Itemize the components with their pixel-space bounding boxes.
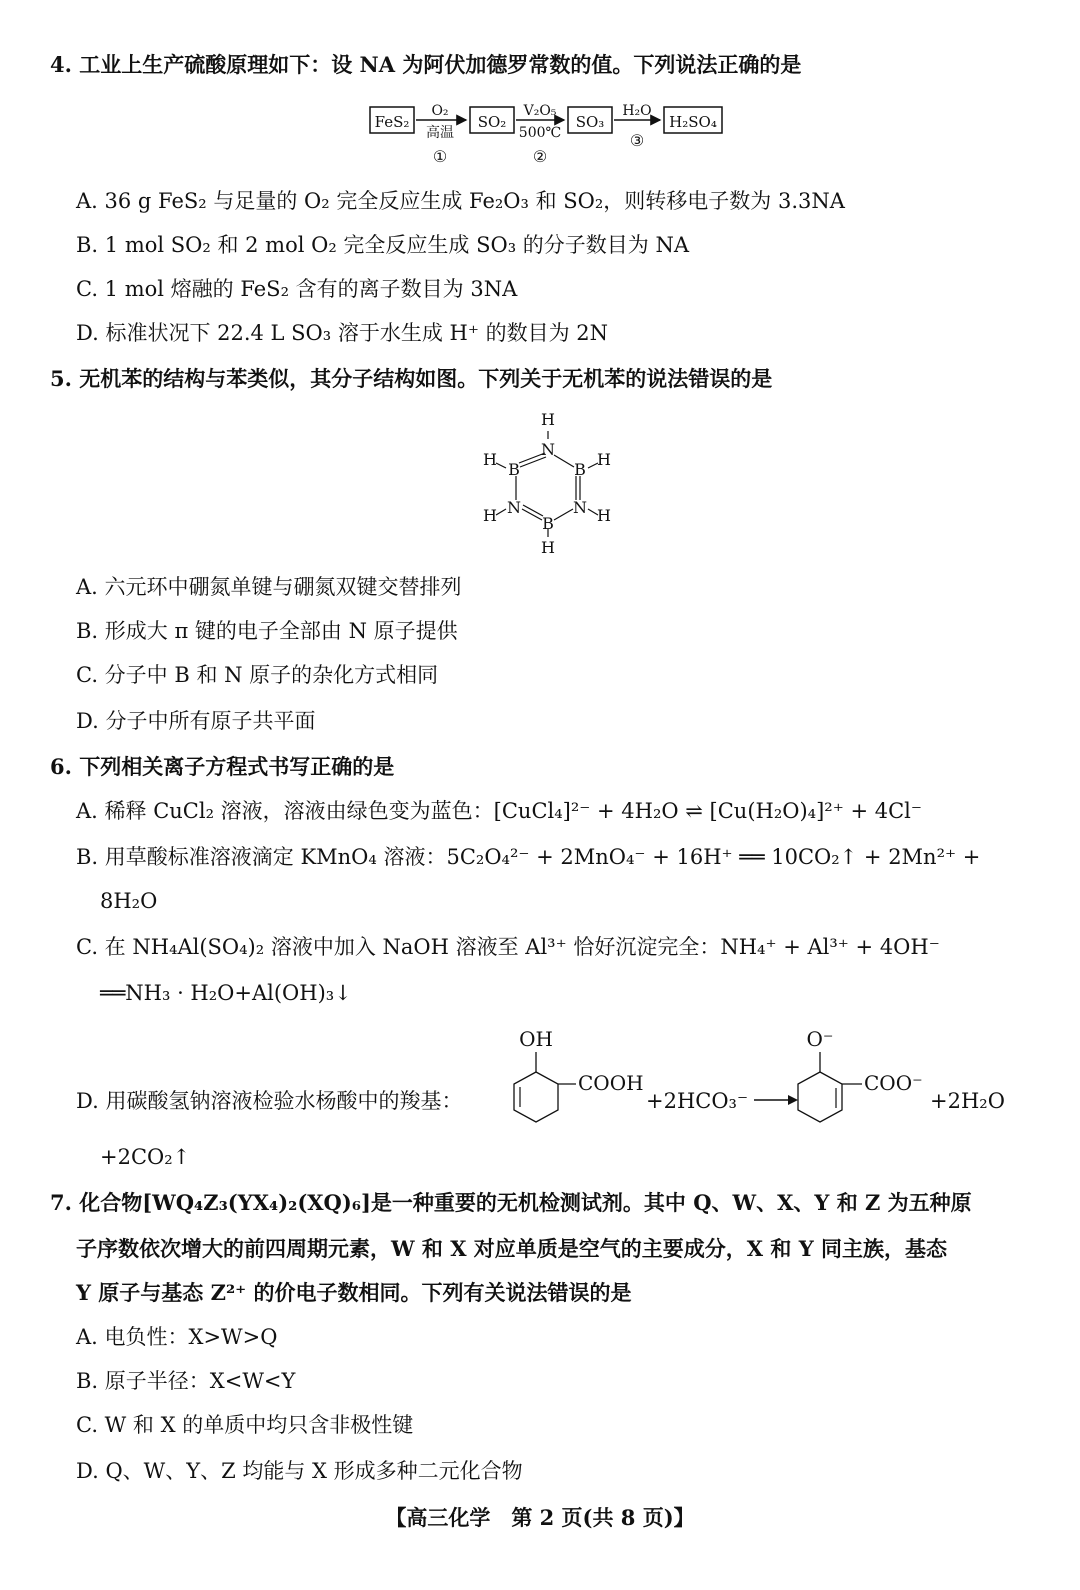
q7-option-d: D. Q、W、Y、Z 均能与 X 形成多种二元化合物 xyxy=(76,1459,523,1483)
flow-arrow-1-top: O₂ xyxy=(431,103,449,119)
q6-option-a: A. 稀释 CuCl₂ 溶液，溶液由绿色变为蓝色：[CuCl₄]²⁻ + 4H₂O ⇌ [Cu(H₂O)₄]²⁺ + 4Cl⁻ xyxy=(76,799,922,823)
q6-option-d-water: +2H₂O xyxy=(930,1089,1005,1113)
atom-h-left-top: H xyxy=(483,450,497,469)
borazine-structure xyxy=(470,405,630,560)
q5-stem: 5. 无机苯的结构与苯类似，其分子结构如图。下列关于无机苯的说法错误的是 xyxy=(50,366,773,391)
atom-h-left-bottom: H xyxy=(483,506,497,525)
q6-option-d-prefix: D. 用碳酸氢钠溶液检验水杨酸中的羧基： xyxy=(76,1089,463,1113)
atom-n-right: N xyxy=(573,498,587,517)
page-footer: 【高三化学 第 2 页(共 8 页)】 xyxy=(385,1505,695,1530)
q7-option-a: A. 电负性：X>W>Q xyxy=(76,1325,278,1349)
q6-option-b-line1: B. 用草酸标准溶液滴定 KMnO₄ 溶液：5C₂O₄²⁻ + 2MnO₄⁻ + 16H⁺ ══ 10CO₂↑ + 2Mn²⁺ + xyxy=(76,845,981,869)
q4-stem: 4. 工业上生产硫酸原理如下：设 NA 为阿伏加德罗常数的值。下列说法正确的是 xyxy=(50,52,802,77)
q4-option-b: B. 1 mol SO₂ 和 2 mol O₂ 完全反应生成 SO₃ 的分子数目为 NA xyxy=(76,233,690,257)
atom-h-right-top: H xyxy=(597,450,611,469)
salicylate-structure xyxy=(790,1022,940,1132)
flow-step-3: ③ xyxy=(629,131,645,150)
flow-step-1: ① xyxy=(432,147,448,166)
flow-box-so3-label: SO₃ xyxy=(575,113,605,131)
atom-n-top: N xyxy=(541,440,555,459)
q5-option-c: C. 分子中 B 和 N 原子的杂化方式相同 xyxy=(76,663,439,687)
salicylic-oh-label: OH xyxy=(519,1027,553,1051)
salicylate-coo-label: COO⁻ xyxy=(864,1071,923,1095)
q4-option-c: C. 1 mol 熔融的 FeS₂ 含有的离子数目为 3NA xyxy=(76,277,518,301)
flow-box-fes2-label: FeS₂ xyxy=(374,113,410,131)
q5-option-d: D. 分子中所有原子共平面 xyxy=(76,709,316,733)
salicylic-cooh-label: COOH xyxy=(578,1071,644,1095)
flow-arrow-3-top: H₂O xyxy=(622,103,652,119)
q4-flow-diagram xyxy=(360,92,740,170)
q6-option-d-line2: +2CO₂↑ xyxy=(100,1145,191,1169)
atom-b-right: B xyxy=(574,460,586,479)
atom-b-bottom: B xyxy=(542,514,554,533)
flow-box-h2so4-label: H₂SO₄ xyxy=(669,113,717,131)
q6-option-d-reagent: +2HCO₃⁻ xyxy=(646,1089,749,1113)
flow-arrow-2-top: V₂O₅ xyxy=(523,103,557,119)
q4-option-d: D. 标准状况下 22.4 L SO₃ 溶于水生成 H⁺ 的数目为 2N xyxy=(76,321,609,345)
q7-stem-line3: Y 原子与基态 Z²⁺ 的价电子数相同。下列有关说法错误的是 xyxy=(76,1280,632,1305)
flow-arrow-1-bottom: 高温 xyxy=(426,125,454,141)
atom-b-left: B xyxy=(508,460,520,479)
flow-arrow-2-bottom: 500℃ xyxy=(518,125,562,141)
q5-option-a: A. 六元环中硼氮单键与硼氮双键交替排列 xyxy=(76,575,462,599)
atom-h-right-bottom: H xyxy=(597,506,611,525)
q6-option-c-line1: C. 在 NH₄Al(SO₄)₂ 溶液中加入 NaOH 溶液至 Al³⁺ 恰好沉淀完全：NH₄⁺ + Al³⁺ + 4OH⁻ xyxy=(76,935,940,959)
q7-stem-line2: 子序数依次增大的前四周期元素，W 和 X 对应单质是空气的主要成分，X 和 Y 同主族，基态 xyxy=(76,1236,948,1261)
q5-option-b: B. 形成大 π 键的电子全部由 N 原子提供 xyxy=(76,619,458,643)
q6-stem: 6. 下列相关离子方程式书写正确的是 xyxy=(50,754,395,779)
q6-option-c-line2: ══NH₃ · H₂O+Al(OH)₃↓ xyxy=(100,981,352,1005)
atom-h-top: H xyxy=(541,410,555,429)
flow-box-so2-label: SO₂ xyxy=(477,113,507,131)
q7-stem-line1: 7. 化合物[WQ₄Z₃(YX₄)₂(XQ)₆]是一种重要的无机检测试剂。其中 Q、W、X、Y 和 Z 为五种原 xyxy=(50,1190,972,1215)
atom-h-bottom: H xyxy=(541,538,555,557)
salicylic-acid-structure xyxy=(500,1022,660,1132)
flow-step-2: ② xyxy=(532,147,548,166)
q7-option-b: B. 原子半径：X<W<Y xyxy=(76,1369,296,1393)
atom-n-left: N xyxy=(507,498,521,517)
q4-option-a: A. 36 g FeS₂ 与足量的 O₂ 完全反应生成 Fe₂O₃ 和 SO₂，则转移电子数为 3.3NA xyxy=(76,189,845,213)
salicylate-o-label: O⁻ xyxy=(806,1027,834,1051)
q6-option-b-line2: 8H₂O xyxy=(100,889,158,913)
q7-option-c: C. W 和 X 的单质中均只含非极性键 xyxy=(76,1413,414,1437)
